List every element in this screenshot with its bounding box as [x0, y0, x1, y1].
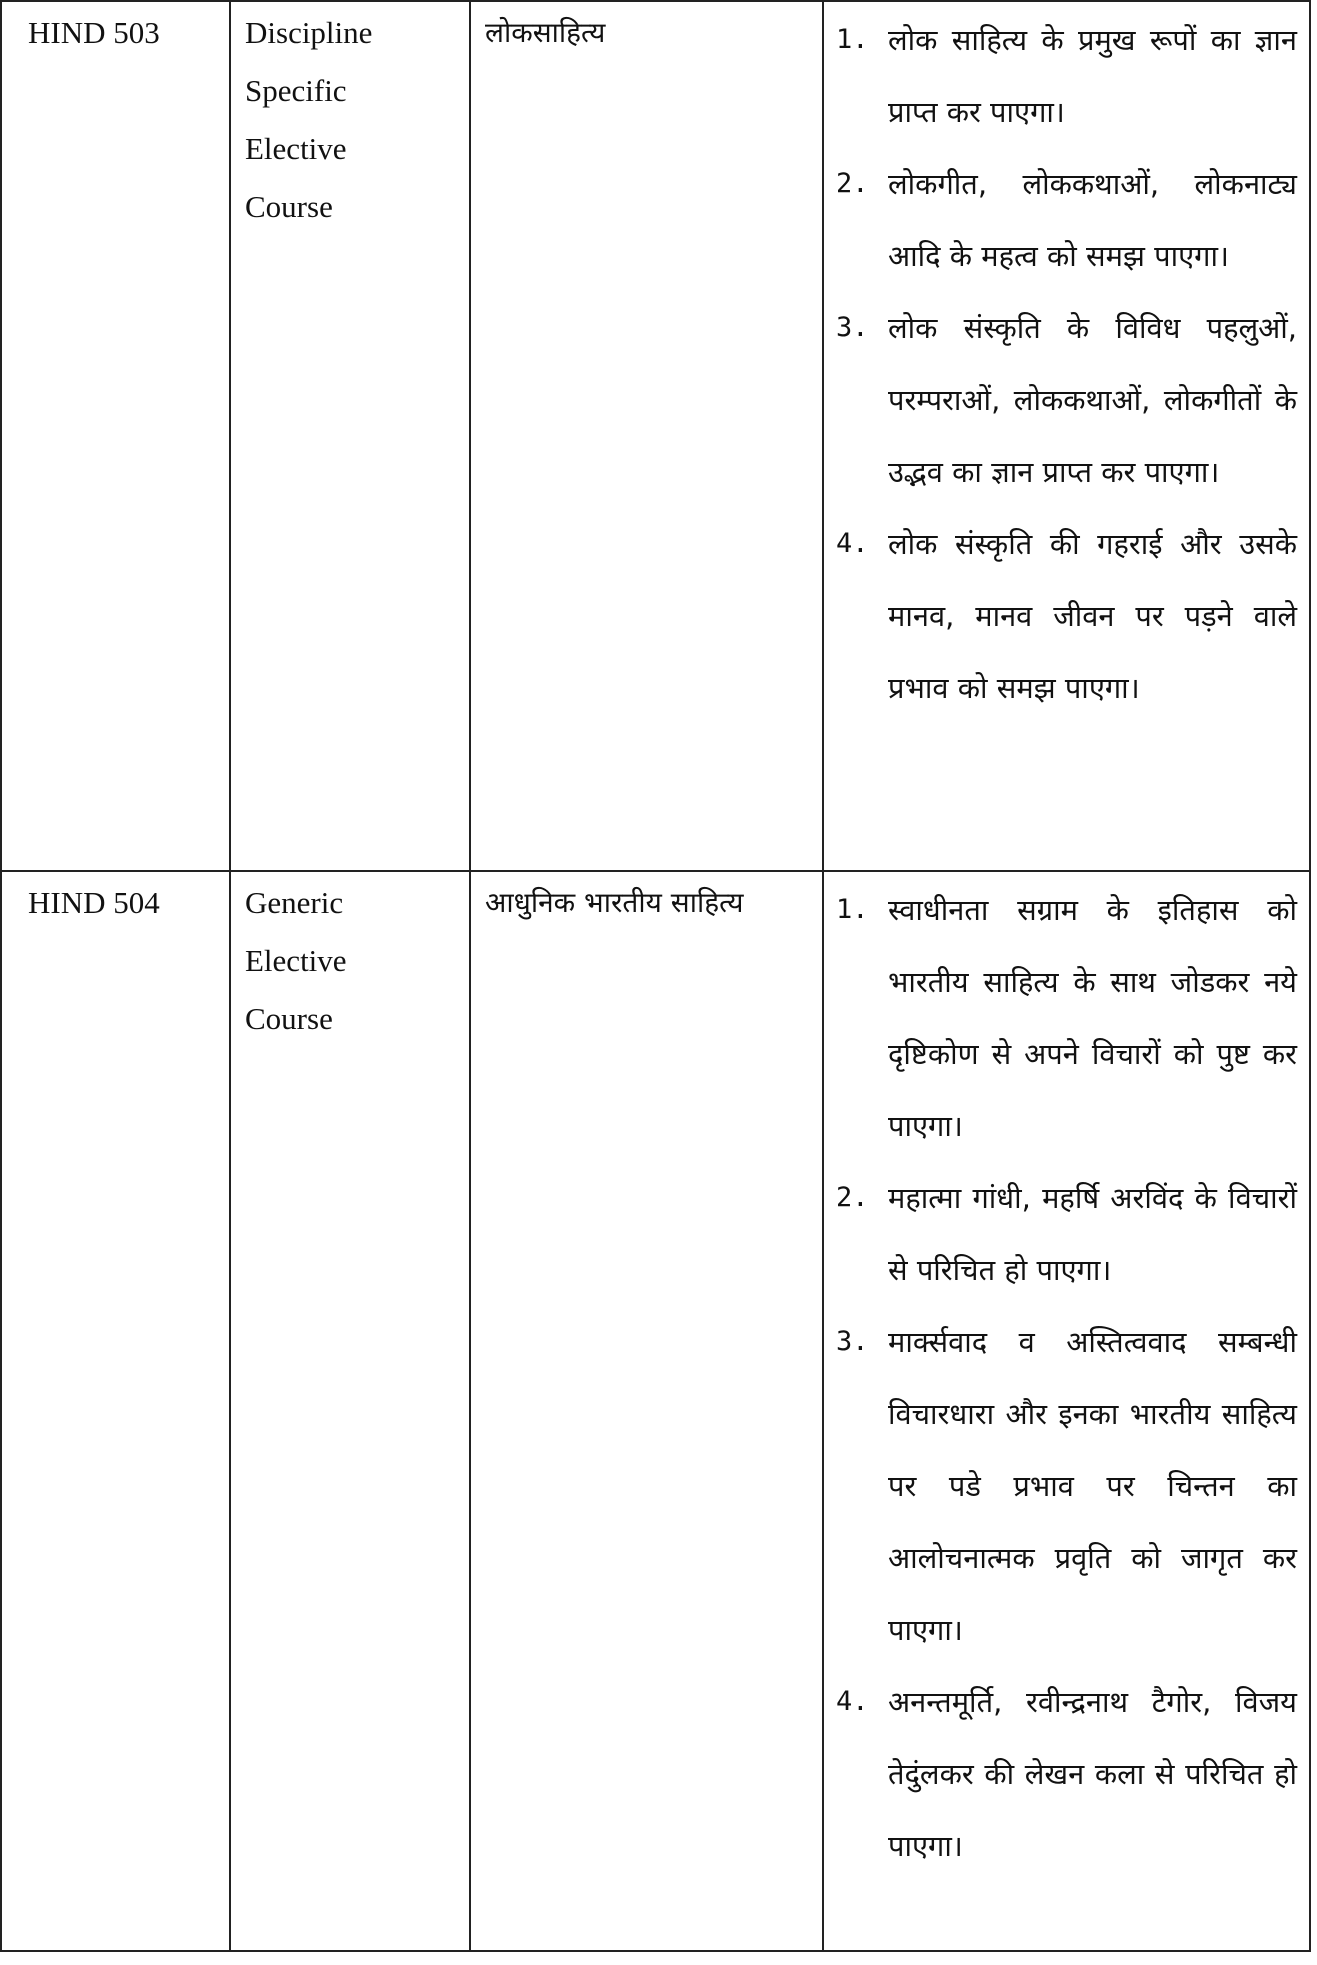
outcome-text: लोक संस्कृति के विविध पहलुओं, परम्पराओं, लोककथाओं, लोकगीतों के उद्भव का ज्ञान प्राप्त कर पाएगा। — [888, 311, 1297, 489]
outcome-item — [836, 292, 1297, 508]
course-code-cell — [1, 871, 230, 1951]
course-type-cell — [230, 871, 470, 1951]
outcome-number: 4. — [836, 528, 869, 559]
outcome-item — [836, 1666, 1297, 1882]
outcome-item — [836, 1162, 1297, 1306]
outcome-list — [824, 2, 1309, 724]
course-type — [231, 872, 469, 1048]
course-type-line: Generic — [245, 885, 344, 920]
outcome-number: 2. — [836, 1182, 869, 1213]
outcome-number: 1. — [836, 24, 869, 55]
outcome-item — [836, 4, 1297, 148]
course-outcomes-cell — [823, 871, 1310, 1951]
outcome-item — [836, 874, 1297, 1162]
course-type-line: Elective — [245, 131, 347, 166]
course-title: आधुनिक भारतीय साहित्य — [485, 886, 744, 919]
outcome-item — [836, 508, 1297, 724]
course-code: HIND 503 — [28, 15, 160, 50]
course-type-line: Specific — [245, 73, 347, 108]
table-row — [1, 871, 1310, 1951]
outcome-list — [824, 872, 1309, 1882]
outcome-number: 3. — [836, 1326, 869, 1357]
course-type-cell — [230, 1, 470, 871]
course-title: लोकसाहित्य — [485, 16, 606, 49]
outcome-text: लोक साहित्य के प्रमुख रूपों का ज्ञान प्राप्त कर पाएगा। — [888, 23, 1297, 129]
outcome-text: अनन्तमूर्ति, रवीन्द्रनाथ टैगोर, विजय तेदुंलकर की लेखन कला से परिचित हो पाएगा। — [888, 1685, 1297, 1863]
course-type — [231, 2, 469, 236]
course-type-line: Course — [245, 189, 333, 224]
table-row — [1, 1, 1310, 871]
outcome-text: लोकगीत, लोककथाओं, लोकनाट्य आदि के महत्व को समझ पाएगा। — [888, 167, 1297, 273]
outcome-item — [836, 148, 1297, 292]
outcome-item — [836, 1306, 1297, 1666]
outcome-text: लोक संस्कृति की गहराई और उसके मानव, मानव जीवन पर पड़ने वाले प्रभाव को समझ पाएगा। — [888, 527, 1297, 705]
course-title-cell — [470, 1, 823, 871]
course-outcomes-cell — [823, 1, 1310, 871]
outcome-text: मार्क्सवाद व अस्तित्ववाद सम्बन्धी विचारधारा और इनका भारतीय साहित्य पर पडे प्रभाव पर चिन्तन का आलोचनात्मक प्रवृति को जागृत कर पाएगा। — [888, 1325, 1297, 1647]
outcome-number: 4. — [836, 1686, 869, 1717]
outcome-number: 2. — [836, 168, 869, 199]
course-code: HIND 504 — [28, 885, 160, 920]
course-type-line: Elective — [245, 943, 347, 978]
outcome-text: स्वाधीनता सग्राम के इतिहास को भारतीय साहित्य के साथ जोडकर नये दृष्टिकोण से अपने विचारों को पुष्ट कर पाएगा। — [888, 893, 1297, 1143]
outcome-number: 1. — [836, 894, 869, 925]
outcome-number: 3. — [836, 312, 869, 343]
outcome-text: महात्मा गांधी, महर्षि अरविंद के विचारों से परिचित हो पाएगा। — [888, 1181, 1297, 1287]
course-title-cell — [470, 871, 823, 1951]
course-type-line: Discipline — [245, 15, 373, 50]
course-type-line: Course — [245, 1001, 333, 1036]
course-code-cell — [1, 1, 230, 871]
